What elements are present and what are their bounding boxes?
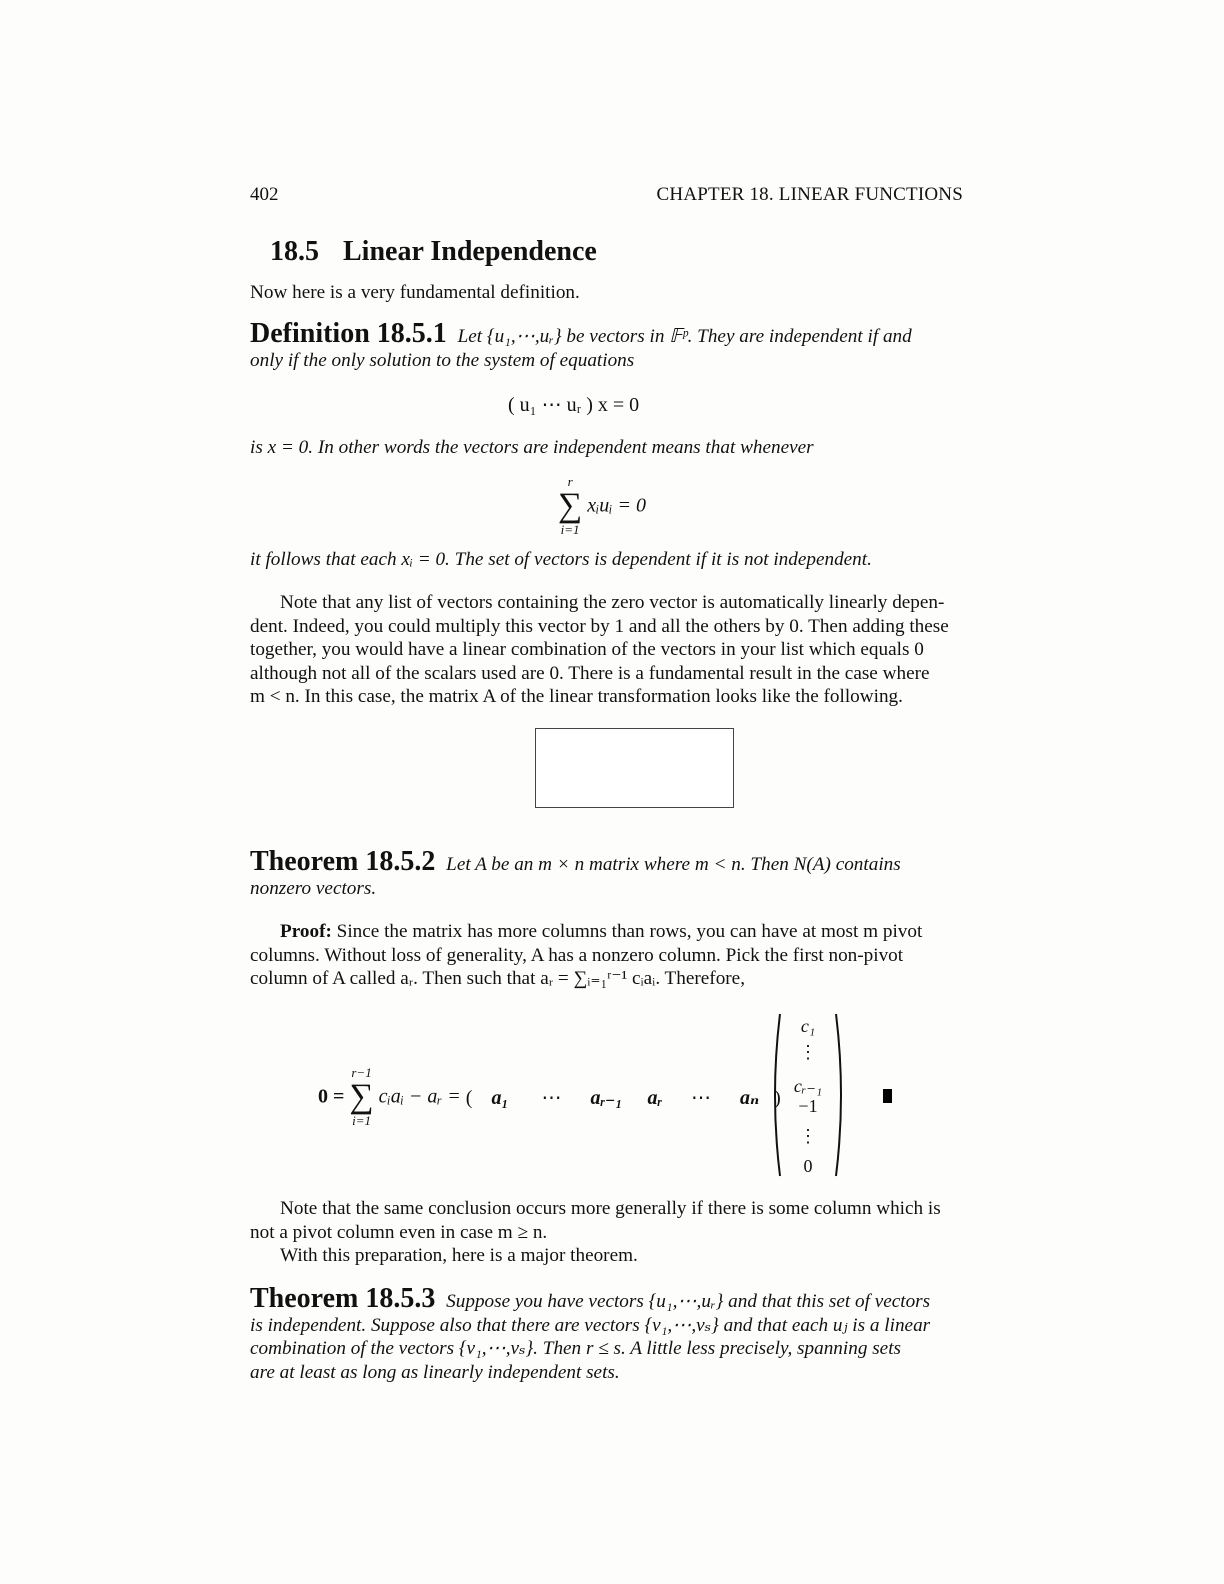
sum-upper-limit: r [567, 474, 573, 489]
row-entry: aᵣ₋₁ [590, 1086, 623, 1109]
section-number: 18.5 [270, 236, 319, 267]
note1-line: together, you would have a linear combination of the vectors in your list which equals 0 [250, 639, 924, 661]
note-paragraph-1 [250, 591, 963, 709]
equation-middle: cᵢaᵢ − aᵣ = [378, 1085, 461, 1108]
proof-equation [318, 1066, 781, 1128]
proof-text-1: Since the matrix has more columns than rows, you can have at most m pivot [336, 921, 923, 942]
page-number: 402 [250, 184, 279, 205]
definition-line-4: it follows that each xᵢ = 0. The set of vectors is dependent if it is not independent. [250, 549, 872, 570]
column-entry: 0 [803, 1156, 813, 1176]
note-paragraph-2 [250, 1197, 963, 1268]
equation-system: ( u₁ ⋯ uᵣ ) x = 0 [508, 394, 640, 416]
chapter-title: CHAPTER 18. LINEAR FUNCTIONS [656, 184, 963, 205]
column-vector [768, 1012, 848, 1178]
sigma-symbol: ∑ [558, 487, 583, 524]
definition-label: Definition 18.5.1 [250, 318, 447, 349]
row-entry: aᵣ [647, 1086, 662, 1109]
row-vector [466, 1087, 781, 1109]
row-entry: ⋯ [690, 1086, 711, 1109]
proof-label: Proof: [280, 921, 332, 942]
definition-block [250, 318, 963, 372]
row-entry: ⋯ [541, 1086, 562, 1109]
sum-upper-limit: r−1 [351, 1065, 372, 1080]
theorem1-line-2: nonzero vectors. [250, 877, 377, 899]
row-entry: aₙ [739, 1086, 760, 1109]
theorem2-line-2: is independent. Suppose also that there are vectors {v₁,⋯,vₛ} and that each uⱼ is a linear [250, 1314, 931, 1336]
theorem-block-1 [250, 846, 963, 900]
sum-lower-limit: i=1 [352, 1113, 371, 1128]
theorem2-line-4: are at least as long as linearly independent sets. [250, 1361, 620, 1383]
column-entry: cᵣ₋₁ [793, 1076, 823, 1096]
equation-lhs: 0 = [318, 1085, 345, 1108]
section-title: Linear Independence [343, 236, 597, 267]
intro-paragraph: Now here is a very fundamental definition. [250, 282, 580, 303]
section-heading [270, 236, 597, 268]
note2-line-3: With this preparation, here is a major theorem. [280, 1245, 638, 1267]
definition-line-3: is x = 0. In other words the vectors are independent means that whenever [250, 437, 814, 458]
proof-line-2: columns. Without loss of generality, A has a nonzero column. Pick the first non-pivot [250, 944, 904, 966]
theorem1-line-1: Let A be an m × n matrix where m < n. Then N(A) contains [446, 854, 901, 875]
qed-symbol [883, 1089, 892, 1103]
column-entry: c₁ [800, 1016, 816, 1036]
theorem2-line-3: combination of the vectors {v₁,⋯,vₛ}. Then r ≤ s. A little less precisely, spanning sets [250, 1338, 901, 1360]
note2-line-2: not a pivot column even in case m ≥ n. [250, 1221, 548, 1243]
sum-operator [558, 475, 582, 537]
sum-lower-limit: i=1 [560, 522, 580, 537]
proof-line-1 [250, 920, 963, 944]
note2-line-1: Note that the same conclusion occurs more generally if there is some column which is [280, 1198, 941, 1219]
right-paren: ) [774, 1086, 781, 1109]
equation-sum [558, 475, 646, 537]
left-paren: ( [465, 1086, 473, 1109]
theorem2-line-1: Suppose you have vectors {u₁,⋯,uᵣ} and that this set of vectors [446, 1291, 931, 1312]
theorem-block-2 [250, 1283, 963, 1384]
column-entry: ⋮ [799, 1126, 817, 1146]
matrix-figure-box [535, 728, 734, 808]
note1-line: m < n. In this case, the matrix A of the linear transformation looks like the following. [250, 686, 903, 708]
column-entry: ⋮ [799, 1042, 817, 1062]
sum-body: xᵢuᵢ = 0 [587, 494, 646, 517]
theorem-label: Theorem 18.5.2 [250, 846, 436, 877]
note1-line: dent. Indeed, you could multiply this vector by 1 and all the others by 0. Then adding these [250, 615, 949, 637]
definition-line-2: only if the only solution to the system of equations [250, 349, 635, 371]
definition-line-1: Let {u₁,⋯,uᵣ} be vectors in 𝔽ᵖ. They are independent if and [457, 326, 912, 347]
theorem-label: Theorem 18.5.3 [250, 1283, 436, 1314]
proof-line-3: column of A called aᵣ. Then such that aᵣ = ∑ᵢ₌₁ʳ⁻¹ cᵢaᵢ. Therefore, [250, 968, 745, 990]
note1-line: Note that any list of vectors containing the zero vector is automatically linearly depen- [280, 592, 945, 613]
column-entry: −1 [798, 1096, 818, 1116]
sigma-symbol: ∑ [349, 1078, 374, 1115]
proof-paragraph [250, 920, 963, 991]
sum-operator [349, 1066, 373, 1128]
note1-line: although not all of the scalars used are 0. There is a fundamental result in the case where [250, 662, 930, 684]
row-entry: a₁ [491, 1086, 509, 1109]
